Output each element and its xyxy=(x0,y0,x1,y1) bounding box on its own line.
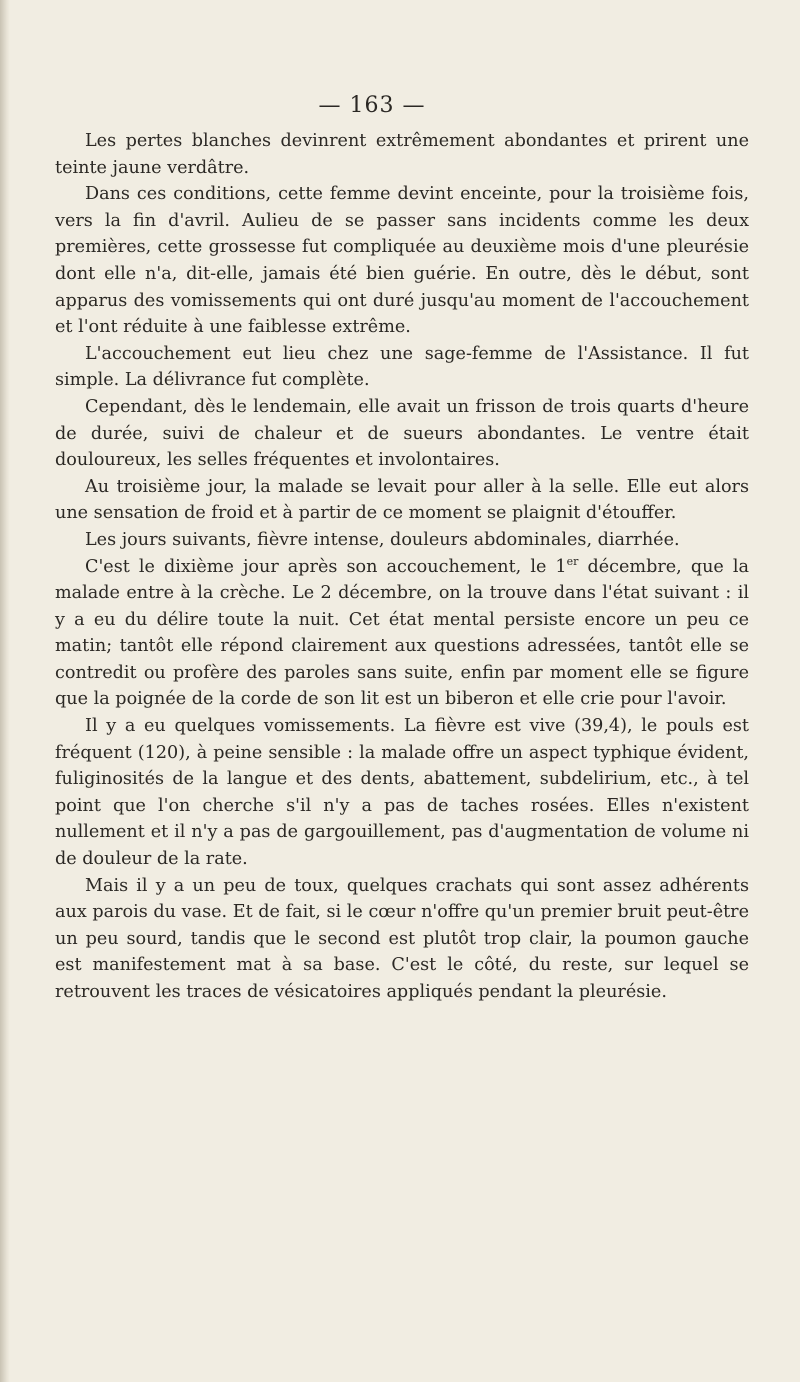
paragraph-3: L'accouchement eut lieu chez une sage-femme de l'Assistance. Il fut simple. La délivrance fut complète. xyxy=(55,343,749,391)
paragraph-6: Les jours suivants, fièvre intense, douleurs abdominales, diarrhée. xyxy=(85,529,680,550)
paragraph-7-text-after: décembre, que la malade entre à la crèche. Le 2 décembre, on la trouve dans l'état suivant : il y a eu du délire toute la nuit. Cet état mental persiste encore un peu ce matin; tantôt elle répond clairement aux questions adressées, tantôt elle se contredit ou profère des paroles sans suite, enfin par moment elle se figure que la poignée de la corde de son lit est un biberon et elle crie pour l'avoir. xyxy=(55,556,749,710)
page-number: — 163 — xyxy=(318,93,426,118)
paragraph-5: Au troisième jour, la malade se levait pour aller à la selle. Elle eut alors une sensation de froid et à partir de ce moment se plaignit d'étouffer. xyxy=(55,476,749,524)
paragraph-7-text-before: C'est le dixième jour après son accouchement, le 1 xyxy=(85,556,567,577)
ordinal-superscript: er xyxy=(566,554,579,568)
page-edge-shadow xyxy=(0,0,10,1382)
body-text xyxy=(55,128,749,1006)
paragraph-8: Il y a eu quelques vomissements. La fièvre est vive (39,4), le pouls est fréquent (120), à peine sensible : la malade offre un aspect typhique évident, fuliginosités de la langue et des dents, abattement, subdelirium, etc., à tel point que l'on cherche s'il n'y a pas de taches rosées. Elles n'existent nullement et il n'y a pas de gargouillement, pas d'augmentation de volume ni de douleur de la rate. xyxy=(55,716,749,870)
paragraph-4: Cependant, dès le lendemain, elle avait un frisson de trois quarts d'heure de durée, suivi de chaleur et de sueurs abondantes. Le ventre était douloureux, les selles fréquentes et involontaires. xyxy=(55,396,749,471)
paragraph-2: Dans ces conditions, cette femme devint enceinte, pour la troisième fois, vers la fin d'avril. Aulieu de se passer sans incidents comme les deux premières, cette grossesse fut compliquée au deuxième mois d'une pleurésie dont elle n'a, dit-elle, jamais été bien guérie. En outre, dès le début, sont apparus des vomissements qui ont duré jusqu'au moment de l'accouchement et l'ont réduite à une faiblesse extrême. xyxy=(55,184,749,338)
paragraph-7 xyxy=(55,554,749,714)
paragraph-1: Les pertes blanches devinrent extrêmement abondantes et prirent une teinte jaune verdâtre. xyxy=(55,131,749,178)
paragraph-9: Mais il y a un peu de toux, quelques crachats qui sont assez adhérents aux parois du vase. Et de fait, si le cœur n'offre qu'un premier bruit peut-être un peu sourd, tandis que le second est plutôt trop clair, la poumon gauche est manifestement mat à sa base. C'est le côté, du reste, sur lequel se retrouvent les traces de vésicatoires appliqués pendant la pleurésie. xyxy=(55,875,749,1002)
